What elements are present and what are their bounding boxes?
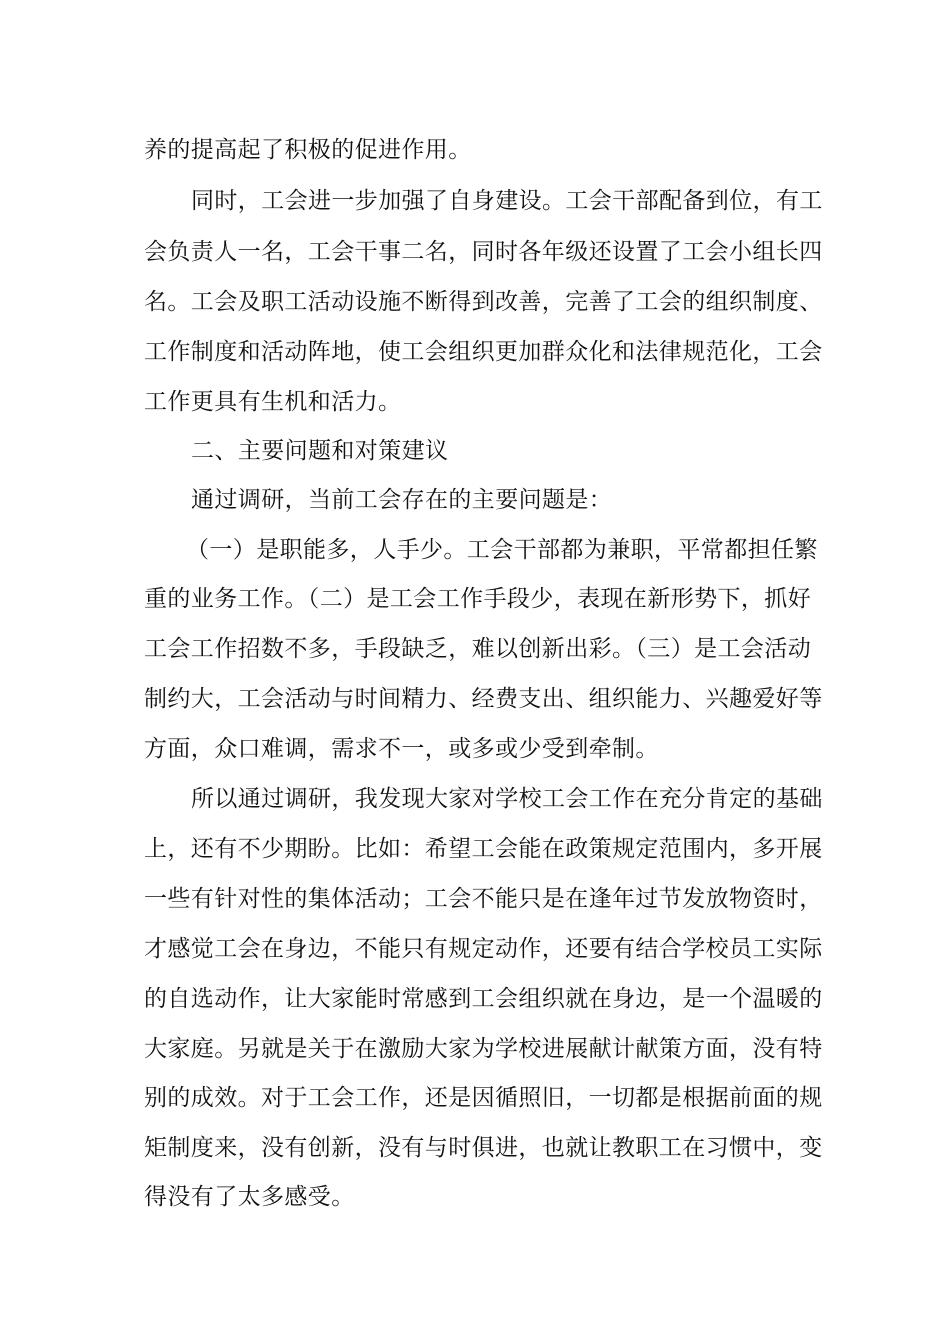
- text-line: 才感觉工会在身边，不能只有规定动作，还要有结合学校员工实际: [144, 936, 823, 962]
- text-line: 工会工作招数不多，手段缺乏，难以创新出彩。（三）是工会活动: [144, 636, 812, 662]
- text-line: 矩制度来，没有创新，没有与时俱进，也就让教职工在习惯中，变: [144, 1135, 823, 1161]
- text-line: 养的提高起了积极的促进作用。: [144, 137, 472, 163]
- text-line: 名。工会及职工活动设施不断得到改善，完善了工会的组织制度、: [144, 289, 823, 315]
- text-line: 通过调研，当前工会存在的主要问题是：: [191, 487, 613, 513]
- text-line: 工作制度和活动阵地，使工会组织更加群众化和法律规范化，工会: [144, 339, 823, 365]
- text-line: 方面，众口难调，需求不一，或多或少受到牵制。: [144, 736, 659, 762]
- text-line: 一些有针对性的集体活动；工会不能只是在逢年过节发放物资时，: [144, 886, 823, 912]
- text-line: 得没有了太多感受。: [144, 1184, 355, 1210]
- text-line: 所以通过调研，我发现大家对学校工会工作在充分肯定的基础: [191, 786, 823, 812]
- text-line: 的自选动作，让大家能时常感到工会组织就在身边，是一个温暖的: [144, 986, 823, 1012]
- text-line: 工作更具有生机和活力。: [144, 389, 402, 415]
- text-line: （一）是职能多，人手少。工会干部都为兼职，平常都担任繁: [186, 537, 818, 563]
- text-line: 大家庭。另就是关于在激励大家为学校进展献计献策方面，没有特: [144, 1036, 823, 1062]
- text-line: 上，还有不少期盼。比如：希望工会能在政策规定范围内，多开展: [144, 836, 823, 862]
- text-line: 重的业务工作。（二）是工会工作手段少，表现在新形势下，抓好: [144, 586, 812, 612]
- text-line: 会负责人一名，工会干事二名，同时各年级还设置了工会小组长四: [144, 239, 823, 265]
- text-line: 别的成效。对于工会工作，还是因循照旧，一切都是根据前面的规: [144, 1085, 823, 1111]
- text-line: 制约大，工会活动与时间精力、经费支出、组织能力、兴趣爱好等: [144, 686, 823, 712]
- text-line: 同时，工会进一步加强了自身建设。工会干部配备到位，有工: [191, 188, 823, 214]
- section-heading: 二、主要问题和对策建议: [191, 438, 449, 464]
